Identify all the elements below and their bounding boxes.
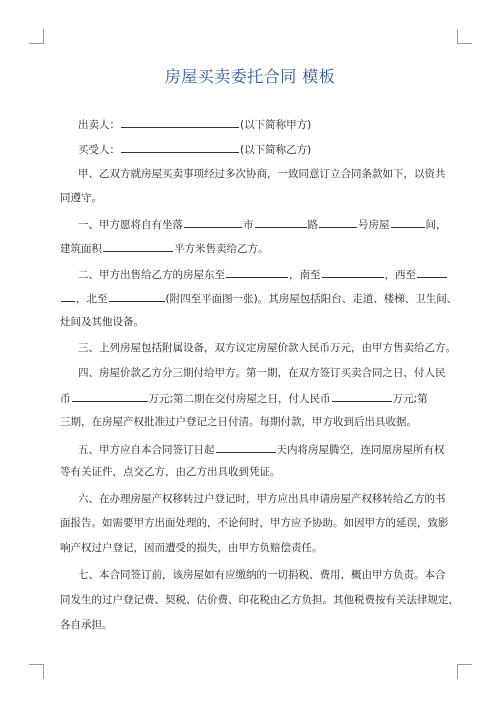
seller-label: 出卖人： [78,119,120,131]
clause-1-text-b: 市 [243,219,254,231]
clause-6-line-3: 响产权过户登记，因而遭受的损失，由甲方负赔偿责任。 [60,542,323,554]
clause-1-text-g: 平方米售卖给乙方。 [174,243,269,255]
road-blank[interactable] [319,216,357,228]
west-boundary-blank[interactable] [417,266,447,278]
intro-line-1: 甲、乙双方就房屋买卖事项经过多次协商，一致同意订立合同条款如下，以资共 [78,168,446,180]
clause-2-text-a: 二、甲方出售给乙方的房屋东至 [78,269,225,281]
clause-1-text-e: 间， [425,219,447,231]
buyer-suffix: (以下简称乙方) [240,144,312,156]
clause-1-text-d: 号房屋 [358,219,390,231]
buyer-label: 买受人： [78,144,120,156]
east-boundary-blank[interactable] [226,266,288,278]
clause-2-line-1 [78,266,473,282]
clause-5-text-a: 五、甲方应自本合同签订日起 [78,444,215,456]
clause-5-line-1 [78,441,473,457]
clause-1-text-a: 一、甲方愿将自有坐落 [78,219,183,231]
rooms-blank[interactable] [391,216,425,228]
clause-1-line-2 [60,240,455,256]
first-payment-blank[interactable] [72,390,148,402]
buyer-blank[interactable] [121,141,239,153]
city-blank[interactable] [255,216,307,228]
clause-7-line-1: 七、本合同签订前，该房屋如有应缴纳的一切捐税、费用，概由甲方负责。本合 [78,569,446,581]
clause-6-line-2: 面报告。如需要甲方出面处理的，不论何时，甲方应予协助。如因甲方的延误，致影 [60,517,449,529]
crop-mark-bottom-left [29,664,44,679]
clause-4-line-1: 四、房屋价款乙方分三期付给甲方。第一期，在双方签订买卖合同之日，付人民 [78,367,446,379]
west-boundary-blank-cont[interactable] [61,290,75,302]
clause-2-text-d: ，北至 [76,293,108,305]
clause-4-text-d: 万元;第 [392,393,428,405]
area-blank[interactable] [103,240,173,252]
crop-mark-top-left [29,29,44,44]
clause-5-line-2: 等有关证件，点交乙方，由乙方出具收到凭证。 [60,466,281,478]
seller-line [78,116,473,132]
north-boundary-blank[interactable] [109,290,165,302]
clause-6-line-1: 六、在办理房屋产权移转过户登记时，甲方应出具申请房屋产权移转给乙方的书 [78,493,446,505]
clause-3-line-1: 三、上列房屋包括附属设备，双方议定房屋价款人民币万元，由甲方售卖给乙方。 [78,342,456,354]
clause-2-line-3: 灶间及其他设备。 [60,316,144,328]
clause-2-line-2 [60,290,458,306]
clause-2-text-c: ，西至 [384,269,416,281]
crop-mark-top-right [457,29,472,44]
clause-7-line-2: 同发生的过户登记费、契税、估价费、印花税由乙方负担。其他税费按有关法律规定， [60,594,459,606]
clause-7-line-3: 各自承担。 [60,619,113,631]
seller-suffix: (以下简称甲方) [240,119,312,131]
intro-line-2: 同遵守。 [60,192,102,204]
vacate-days-blank[interactable] [216,441,276,453]
document-title: 房屋买卖委托合同 模板 [164,67,336,86]
clause-1-text-c: 路 [307,219,318,231]
crop-mark-bottom-right [457,664,472,679]
location-blank[interactable] [184,216,242,228]
clause-4-line-2 [60,390,455,406]
second-payment-blank[interactable] [332,390,392,402]
clause-2-text-b: ，南至 [289,269,321,281]
clause-4-text-b: 币 [60,393,71,405]
clause-4-line-3: 三期，在房屋产权批准过户登记之日付清。每期付款，甲方收到后出具收据。 [60,416,417,428]
seller-blank[interactable] [121,116,239,128]
buyer-line [78,141,473,157]
clause-4-text-c: 万元;第二期在交付房屋之日，付人民币 [148,393,331,405]
clause-2-text-e: (附四至平面图一张)。其房屋包括阳台、走道、楼梯、卫生间、 [165,293,458,305]
clause-5-text-b: 天内将房屋腾空，连同原房屋所有权 [276,444,445,456]
clause-1-line-1 [78,216,473,232]
south-boundary-blank[interactable] [322,266,384,278]
clause-1-text-f: 建筑面积 [60,243,102,255]
